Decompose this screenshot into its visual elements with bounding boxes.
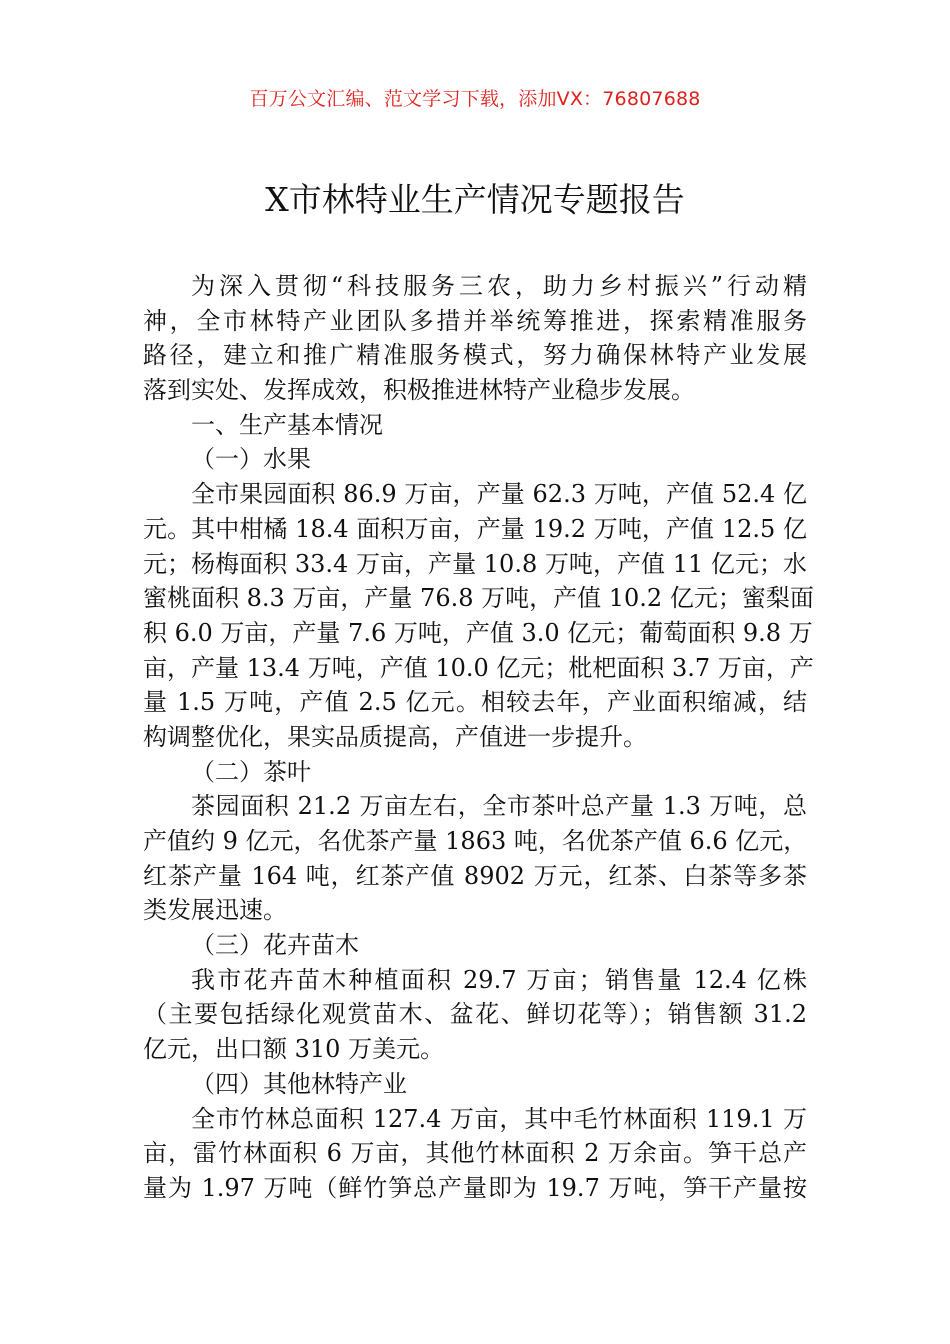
text-line: 红茶产量 164 吨，红茶产值 8902 万元，红茶、白茶等多茶 [143, 861, 807, 890]
text-line: 我市花卉苗木种植面积 29.7 万亩；销售量 12.4 亿株 [191, 965, 807, 994]
text-line: 量 1.5 万吨，产值 2.5 亿元。相较去年，产业面积缩减，结 [143, 688, 807, 717]
text-line: 积 6.0 万亩，产量 7.6 万吨，产值 3.0 亿元；葡萄面积 9.8 万 [143, 618, 813, 647]
text-line: （三）花卉苗木 [191, 931, 359, 960]
text-line: 茶园面积 21.2 万亩左右，全市茶叶总产量 1.3 万吨，总 [191, 792, 807, 821]
text-line: 为深入贯彻“科技服务三农，助力乡村振兴”行动精 [191, 272, 807, 300]
text-line: 元。其中柑橘 18.4 面积万亩，产量 19.2 万吨，产值 12.5 亿 [143, 514, 807, 543]
text-line: （一）水果 [191, 445, 311, 474]
text-line: 量为 1.97 万吨（鲜竹笋总产量即为 19.7 万吨，笋干产量按 [143, 1173, 807, 1202]
text-line: 亩，雷竹林面积 6 万亩，其他竹林面积 2 万余亩。笋干总产 [143, 1139, 807, 1168]
document-body [143, 269, 814, 1206]
text-line: 落到实处、发挥成效，积极推进林特产业稳步发展。 [143, 376, 695, 405]
text-line: 产值约 9 亿元，名优茶产量 1863 吨，名优茶产值 6.6 亿元， [143, 827, 808, 855]
text-line: 路径，建立和推广精准服务模式，努力确保林特产业发展 [143, 341, 807, 370]
text-line: 蜜桃面积 8.3 万亩，产量 76.8 万吨，产值 10.2 亿元；蜜梨面 [143, 584, 814, 613]
text-line: 神，全市林特产业团队多措并举统筹推进，探索精准服务 [143, 306, 807, 335]
text-line: （四）其他林特产业 [191, 1069, 407, 1098]
text-line: （主要包括绿化观赏苗木、盆花、鲜切花等）；销售额 31.2 [143, 1000, 807, 1029]
text-line: 一、生产基本情况 [191, 410, 383, 439]
text-line: 全市果园面积 86.9 万亩，产量 62.3 万吨，产值 52.4 亿 [191, 480, 807, 509]
document-title: X市林特业生产情况专题报告 [265, 180, 685, 219]
text-line: （二）茶叶 [191, 757, 311, 786]
text-line: 亿元，出口额 310 万美元。 [143, 1035, 445, 1064]
text-line: 全市竹林总面积 127.4 万亩，其中毛竹林面积 119.1 万 [191, 1104, 807, 1133]
text-line: 类发展迅速。 [143, 896, 287, 925]
text-line: 亩，产量 13.4 万吨，产值 10.0 亿元；枇杷面积 3.7 万亩，产 [143, 653, 814, 682]
text-line: 构调整优化，果实品质提高，产值进一步提升。 [143, 722, 647, 751]
watermark-banner: 百万公文汇编、范文学习下载，添加VX：76807688 [249, 88, 701, 110]
text-line: 元；杨梅面积 33.4 万亩，产量 10.8 万吨，产值 11 亿元；水 [143, 549, 807, 578]
